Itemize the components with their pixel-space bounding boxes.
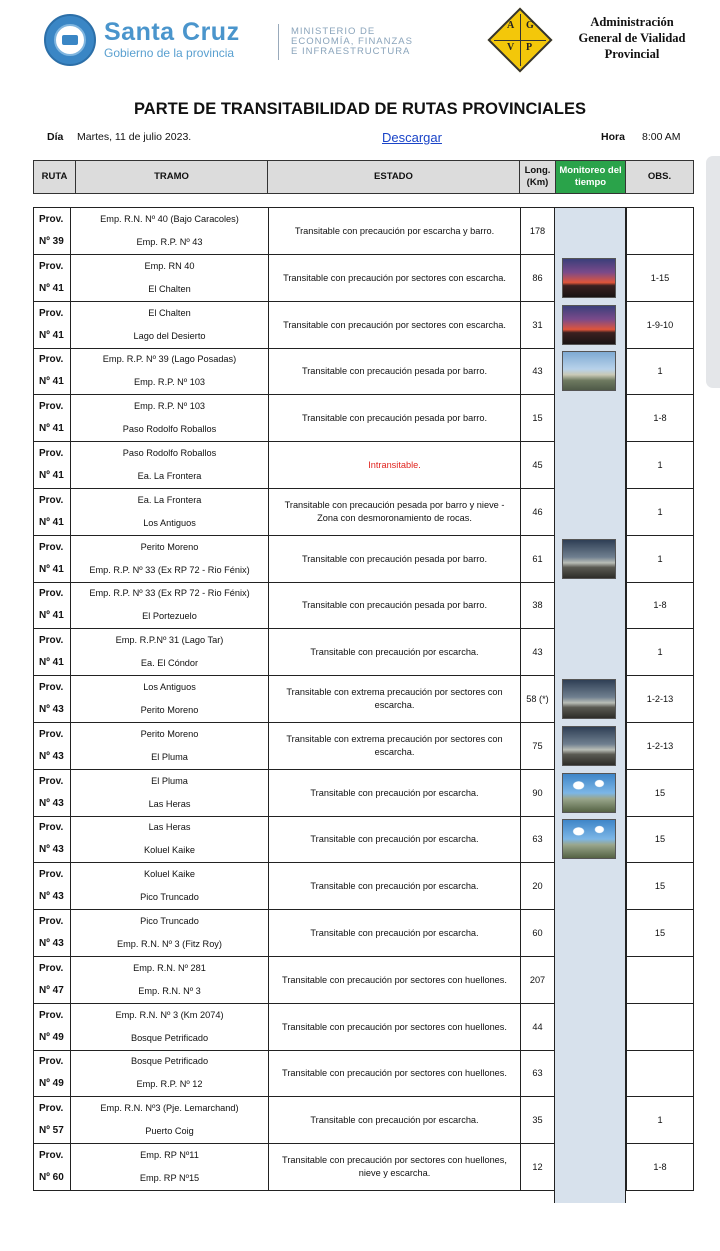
route-number: Nº 41 bbox=[39, 610, 64, 621]
route-number: Nº 41 bbox=[39, 376, 64, 387]
segment-start: Perito Moreno bbox=[140, 729, 199, 739]
observations-cell: 1-8 bbox=[626, 1144, 694, 1191]
route-prefix: Prov. bbox=[39, 214, 64, 225]
length-cell: 75 bbox=[520, 723, 554, 770]
segment-cell bbox=[70, 723, 268, 770]
route-prefix: Prov. bbox=[39, 963, 64, 974]
segment-start: Emp. R.P. Nº 103 bbox=[133, 401, 206, 411]
hour-value: 8:00 AM bbox=[642, 131, 681, 143]
segment-end: Las Heras bbox=[148, 799, 191, 809]
segment-cell bbox=[70, 1097, 268, 1144]
route-number: Nº 41 bbox=[39, 330, 64, 341]
route-cell bbox=[33, 489, 70, 536]
route-cell bbox=[33, 348, 70, 395]
length-cell: 43 bbox=[520, 348, 554, 395]
route-prefix: Prov. bbox=[39, 1150, 64, 1161]
segment-end: Koluel Kaike bbox=[143, 845, 196, 855]
header-divider bbox=[278, 24, 279, 60]
route-number: Nº 39 bbox=[39, 236, 64, 247]
segment-end: Emp. R.P. Nº 33 (Ex RP 72 - Rio Fénix) bbox=[89, 565, 250, 575]
segment-end: Paso Rodolfo Roballos bbox=[122, 424, 217, 434]
route-cell bbox=[33, 208, 70, 255]
segment-cell bbox=[70, 536, 268, 583]
status-cell: Transitable con precaución pesada por barro. bbox=[268, 348, 520, 395]
segment-cell bbox=[70, 348, 268, 395]
page-title: PARTE DE TRANSITABILIDAD DE RUTAS PROVINCIALES bbox=[134, 100, 586, 118]
segment-end: Emp. R.P. Nº 43 bbox=[136, 237, 203, 247]
observations-cell: 1 bbox=[626, 489, 694, 536]
table-row bbox=[33, 1097, 694, 1144]
segment-start: Emp. R.N. Nº 281 bbox=[133, 963, 206, 973]
segment-start: Perito Moreno bbox=[140, 542, 199, 552]
webcam-thumbnail[interactable] bbox=[562, 773, 616, 813]
segment-cell bbox=[70, 442, 268, 489]
segment-cell bbox=[70, 1050, 268, 1097]
segment-cell bbox=[70, 863, 268, 910]
segment-start: Los Antiguos bbox=[143, 682, 196, 692]
observations-cell: 15 bbox=[626, 770, 694, 817]
agency-name: Administración General de Vialidad Provincial bbox=[578, 15, 686, 61]
length-cell: 46 bbox=[520, 489, 554, 536]
route-cell bbox=[33, 442, 70, 489]
segment-end: Bosque Petrificado bbox=[130, 1033, 209, 1043]
segment-start: Emp. R.P.Nº 31 (Lago Tar) bbox=[115, 635, 224, 645]
status-cell: Transitable con precaución por sectores con huellones. bbox=[268, 1050, 520, 1097]
length-cell: 86 bbox=[520, 255, 554, 302]
route-prefix: Prov. bbox=[39, 1010, 64, 1021]
route-cell bbox=[33, 1050, 70, 1097]
length-cell: 60 bbox=[520, 910, 554, 957]
segment-start: El Chalten bbox=[148, 308, 191, 318]
route-prefix: Prov. bbox=[39, 1103, 64, 1114]
route-number: Nº 41 bbox=[39, 470, 64, 481]
ministry-label: MINISTERIO DE ECONOMÍA, FINANZAS E INFRAESTRUCTURA bbox=[291, 26, 413, 57]
segment-end: Emp. R.P. Nº 103 bbox=[133, 377, 206, 387]
status-cell: Transitable con precaución por escarcha. bbox=[268, 770, 520, 817]
length-cell: 61 bbox=[520, 536, 554, 583]
route-cell bbox=[33, 770, 70, 817]
segment-start: Emp. R.N. Nº 40 (Bajo Caracoles) bbox=[100, 214, 239, 224]
status-cell: Transitable con precaución por escarcha. bbox=[268, 863, 520, 910]
segment-end: Emp. R.N. Nº 3 bbox=[138, 986, 201, 996]
segment-end: Los Antiguos bbox=[143, 518, 196, 528]
segment-end: El Pluma bbox=[151, 752, 188, 762]
length-cell: 35 bbox=[520, 1097, 554, 1144]
observations-cell: 1 bbox=[626, 1097, 694, 1144]
segment-cell bbox=[70, 582, 268, 629]
agvp-letter: V bbox=[507, 42, 515, 53]
table-row bbox=[33, 957, 694, 1004]
length-cell: 31 bbox=[520, 302, 554, 349]
observations-cell: 15 bbox=[626, 910, 694, 957]
day-label: Día bbox=[47, 131, 64, 143]
route-prefix: Prov. bbox=[39, 916, 64, 927]
column-header-monitoreo: Monitoreo del tiempo bbox=[555, 160, 626, 194]
route-prefix: Prov. bbox=[39, 354, 64, 365]
segment-start: Koluel Kaike bbox=[143, 869, 196, 879]
webcam-thumbnail[interactable] bbox=[562, 819, 616, 859]
segment-start: Bosque Petrificado bbox=[130, 1056, 209, 1066]
status-cell: Transitable con precaución por sectores con huellones, nieve y escarcha. bbox=[268, 1144, 520, 1191]
agvp-letter: A bbox=[507, 20, 515, 31]
segment-start: Las Heras bbox=[148, 822, 191, 832]
observations-cell: 1-8 bbox=[626, 395, 694, 442]
route-prefix: Prov. bbox=[39, 729, 64, 740]
observations-cell: 15 bbox=[626, 816, 694, 863]
santa-cruz-logo-icon bbox=[44, 14, 96, 66]
route-cell bbox=[33, 1144, 70, 1191]
route-prefix: Prov. bbox=[39, 822, 64, 833]
segment-cell bbox=[70, 770, 268, 817]
download-link[interactable]: Descargar bbox=[382, 130, 442, 145]
observations-cell bbox=[626, 1004, 694, 1051]
segment-end: Emp. R.N. Nº 3 (Fitz Roy) bbox=[117, 939, 222, 949]
status-cell: Transitable con precaución por escarcha. bbox=[268, 816, 520, 863]
webcam-thumbnail[interactable] bbox=[562, 351, 616, 391]
length-cell: 58 (*) bbox=[520, 676, 554, 723]
status-cell: Transitable con precaución por escarcha y barro. bbox=[268, 208, 520, 255]
segment-end: El Portezuelo bbox=[142, 611, 197, 621]
length-cell: 63 bbox=[520, 1050, 554, 1097]
observations-cell: 1 bbox=[626, 629, 694, 676]
route-number: Nº 41 bbox=[39, 564, 64, 575]
segment-start: Paso Rodolfo Roballos bbox=[122, 448, 217, 458]
observations-cell: 1 bbox=[626, 442, 694, 489]
table-row bbox=[33, 1050, 694, 1097]
scrollbar[interactable] bbox=[706, 156, 720, 388]
status-cell: Intransitable. bbox=[268, 442, 520, 489]
observations-cell: 1-8 bbox=[626, 582, 694, 629]
table-row bbox=[33, 208, 694, 255]
route-cell bbox=[33, 676, 70, 723]
status-cell: Transitable con precaución por sectores con escarcha. bbox=[268, 302, 520, 349]
segment-cell bbox=[70, 395, 268, 442]
segment-cell bbox=[70, 1144, 268, 1191]
length-cell: 12 bbox=[520, 1144, 554, 1191]
route-prefix: Prov. bbox=[39, 1056, 64, 1067]
segment-start: Emp. RP Nº11 bbox=[140, 1150, 199, 1160]
route-number: Nº 43 bbox=[39, 938, 64, 949]
status-cell: Transitable con precaución por sectores con escarcha. bbox=[268, 255, 520, 302]
hour-label: Hora bbox=[601, 131, 625, 143]
route-prefix: Prov. bbox=[39, 588, 64, 599]
segment-start: Emp. R.P. Nº 33 (Ex RP 72 - Rio Fénix) bbox=[89, 588, 250, 598]
segment-end: Perito Moreno bbox=[140, 705, 199, 715]
route-number: Nº 57 bbox=[39, 1125, 64, 1136]
route-number: Nº 41 bbox=[39, 283, 64, 294]
route-number: Nº 49 bbox=[39, 1078, 64, 1089]
column-header-ruta: RUTA bbox=[33, 160, 76, 194]
route-prefix: Prov. bbox=[39, 308, 64, 319]
route-number: Nº 41 bbox=[39, 423, 64, 434]
segment-cell bbox=[70, 255, 268, 302]
agvp-letter: G bbox=[526, 20, 534, 31]
route-number: Nº 60 bbox=[39, 1172, 64, 1183]
status-cell: Transitable con precaución por escarcha. bbox=[268, 629, 520, 676]
status-cell: Transitable con precaución por sectores con huellones. bbox=[268, 957, 520, 1004]
route-prefix: Prov. bbox=[39, 448, 64, 459]
route-number: Nº 43 bbox=[39, 844, 64, 855]
route-cell bbox=[33, 816, 70, 863]
observations-cell: 1-9-10 bbox=[626, 302, 694, 349]
segment-end: El Chalten bbox=[148, 284, 191, 294]
segment-start: Emp. R.N. Nº 3 (Km 2074) bbox=[115, 1010, 224, 1020]
segment-end: Emp. R.P. Nº 12 bbox=[136, 1079, 203, 1089]
province-subtitle: Gobierno de la provincia bbox=[104, 46, 235, 60]
segment-start: Pico Truncado bbox=[140, 916, 199, 926]
segment-cell bbox=[70, 957, 268, 1004]
route-cell bbox=[33, 629, 70, 676]
segment-start: Emp. R.N. Nº3 (Pje. Lemarchand) bbox=[100, 1103, 239, 1113]
route-cell bbox=[33, 910, 70, 957]
route-number: Nº 47 bbox=[39, 985, 64, 996]
webcam-thumbnail[interactable] bbox=[562, 726, 616, 766]
segment-end: Emp. RP Nº15 bbox=[139, 1173, 200, 1183]
route-prefix: Prov. bbox=[39, 261, 64, 272]
column-header-obs: OBS. bbox=[625, 160, 694, 194]
route-cell bbox=[33, 255, 70, 302]
agvp-logo-divider bbox=[494, 40, 546, 41]
province-name: Santa Cruz bbox=[104, 18, 240, 46]
table-row bbox=[33, 863, 694, 910]
day-value: Martes, 11 de julio 2023. bbox=[77, 131, 192, 143]
route-number: Nº 43 bbox=[39, 751, 64, 762]
status-cell: Transitable con precaución pesada por barro. bbox=[268, 582, 520, 629]
column-header-estado: ESTADO bbox=[267, 160, 520, 194]
table-row bbox=[33, 442, 694, 489]
column-header-long: Long. (Km) bbox=[519, 160, 556, 194]
route-number: Nº 41 bbox=[39, 517, 64, 528]
route-prefix: Prov. bbox=[39, 776, 64, 787]
segment-cell bbox=[70, 816, 268, 863]
route-cell bbox=[33, 957, 70, 1004]
segment-start: Ea. La Frontera bbox=[137, 495, 202, 505]
length-cell: 38 bbox=[520, 582, 554, 629]
observations-cell bbox=[626, 1050, 694, 1097]
length-cell: 207 bbox=[520, 957, 554, 1004]
route-number: Nº 43 bbox=[39, 704, 64, 715]
table-row bbox=[33, 629, 694, 676]
segment-cell bbox=[70, 676, 268, 723]
status-cell: Transitable con precaución pesada por barro. bbox=[268, 536, 520, 583]
observations-cell: 1-2-13 bbox=[626, 723, 694, 770]
route-cell bbox=[33, 302, 70, 349]
route-cell bbox=[33, 536, 70, 583]
segment-start: El Pluma bbox=[151, 776, 188, 786]
segment-cell bbox=[70, 910, 268, 957]
segment-end: Ea. La Frontera bbox=[137, 471, 202, 481]
table-row bbox=[33, 582, 694, 629]
segment-cell bbox=[70, 302, 268, 349]
length-cell: 178 bbox=[520, 208, 554, 255]
observations-cell bbox=[626, 957, 694, 1004]
column-header-tramo: TRAMO bbox=[75, 160, 268, 194]
observations-cell: 1-15 bbox=[626, 255, 694, 302]
webcam-thumbnail[interactable] bbox=[562, 539, 616, 579]
table-row bbox=[33, 489, 694, 536]
observations-cell: 1 bbox=[626, 536, 694, 583]
length-cell: 20 bbox=[520, 863, 554, 910]
segment-end: Ea. El Cóndor bbox=[140, 658, 199, 668]
length-cell: 90 bbox=[520, 770, 554, 817]
route-number: Nº 43 bbox=[39, 798, 64, 809]
status-cell: Transitable con precaución por sectores con huellones. bbox=[268, 1004, 520, 1051]
route-number: Nº 43 bbox=[39, 891, 64, 902]
table-row bbox=[33, 395, 694, 442]
segment-end: Lago del Desierto bbox=[133, 331, 206, 341]
table-row bbox=[33, 910, 694, 957]
length-cell: 15 bbox=[520, 395, 554, 442]
status-cell: Transitable con precaución por escarcha. bbox=[268, 910, 520, 957]
agvp-letter: P bbox=[526, 42, 533, 53]
status-cell: Transitable con precaución por escarcha. bbox=[268, 1097, 520, 1144]
route-cell bbox=[33, 723, 70, 770]
webcam-thumbnail[interactable] bbox=[562, 305, 616, 345]
route-prefix: Prov. bbox=[39, 495, 64, 506]
segment-cell bbox=[70, 1004, 268, 1051]
segment-cell bbox=[70, 489, 268, 536]
segment-end: Puerto Coig bbox=[145, 1126, 194, 1136]
status-cell: Transitable con precaución pesada por barro. bbox=[268, 395, 520, 442]
route-cell bbox=[33, 582, 70, 629]
segment-start: Emp. RN 40 bbox=[144, 261, 195, 271]
route-cell bbox=[33, 395, 70, 442]
status-cell: Transitable con extrema precaución por sectores con escarcha. bbox=[268, 676, 520, 723]
status-cell: Transitable con precaución pesada por barro y nieve - Zona con desmoronamiento de rocas. bbox=[268, 489, 520, 536]
length-cell: 43 bbox=[520, 629, 554, 676]
observations-cell: 15 bbox=[626, 863, 694, 910]
route-prefix: Prov. bbox=[39, 635, 64, 646]
route-number: Nº 41 bbox=[39, 657, 64, 668]
route-cell bbox=[33, 1097, 70, 1144]
segment-end: Pico Truncado bbox=[140, 892, 199, 902]
table-row bbox=[33, 1144, 694, 1191]
segment-start: Emp. R.P. Nº 39 (Lago Posadas) bbox=[102, 354, 237, 364]
header bbox=[0, 0, 720, 90]
observations-cell bbox=[626, 208, 694, 255]
route-cell bbox=[33, 863, 70, 910]
route-cell bbox=[33, 1004, 70, 1051]
length-cell: 63 bbox=[520, 816, 554, 863]
route-prefix: Prov. bbox=[39, 869, 64, 880]
status-cell: Transitable con extrema precaución por sectores con escarcha. bbox=[268, 723, 520, 770]
route-prefix: Prov. bbox=[39, 542, 64, 553]
route-prefix: Prov. bbox=[39, 401, 64, 412]
segment-cell bbox=[70, 208, 268, 255]
webcam-thumbnail[interactable] bbox=[562, 258, 616, 298]
route-prefix: Prov. bbox=[39, 682, 64, 693]
table-row bbox=[33, 1004, 694, 1051]
length-cell: 44 bbox=[520, 1004, 554, 1051]
length-cell: 45 bbox=[520, 442, 554, 489]
observations-cell: 1 bbox=[626, 348, 694, 395]
webcam-thumbnail[interactable] bbox=[562, 679, 616, 719]
route-number: Nº 49 bbox=[39, 1032, 64, 1043]
observations-cell: 1-2-13 bbox=[626, 676, 694, 723]
segment-cell bbox=[70, 629, 268, 676]
